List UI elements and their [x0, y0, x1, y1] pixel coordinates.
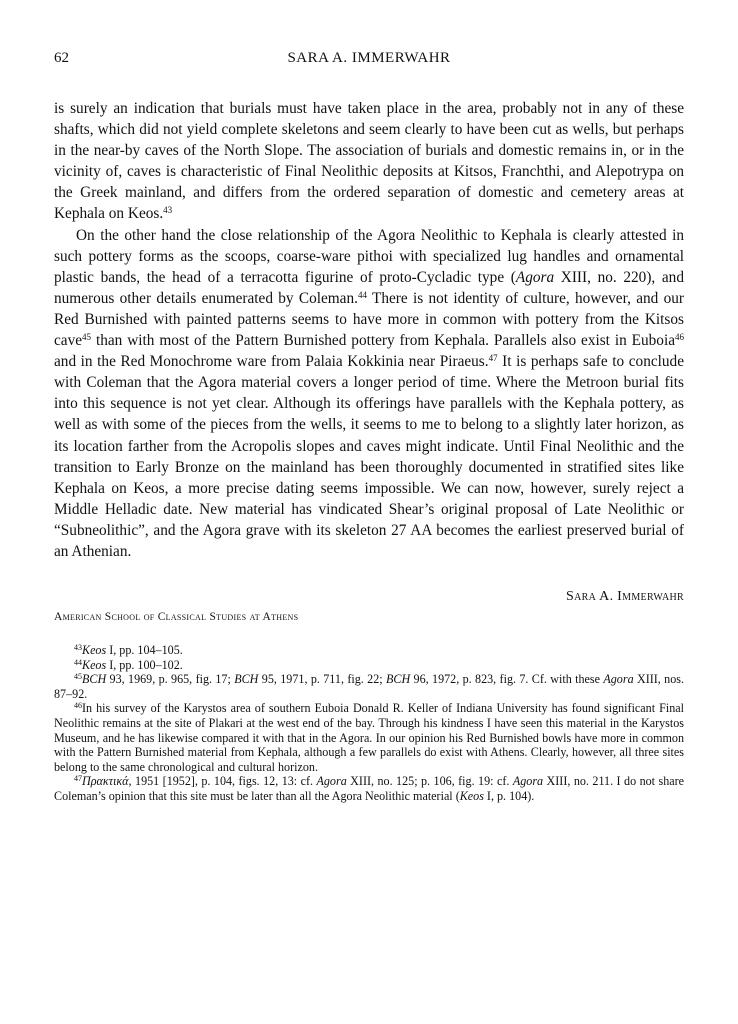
page-header: [54, 50, 684, 74]
paragraph-2-text-c: There is not identity of culture, however, and our Red Burnished with painted patterns seems to have more in common with pottery from the Kitsos cave: [54, 289, 684, 350]
footnote-italic: Agora: [603, 672, 634, 687]
footnote-number: 46: [74, 701, 82, 711]
author-affiliation: American School of Classical Studies at Athens: [54, 611, 299, 624]
footnote-italic: BCH: [234, 672, 259, 687]
footnote-number: 47: [74, 774, 82, 784]
footnote-text: I, pp. 100–102.: [106, 657, 183, 672]
paragraph-2-text-d: than with most of the Pattern Burnished pottery from Kephala. Parallels also exist in Euboia: [91, 332, 675, 350]
paragraph-2-text-f: It is perhaps safe to conclude with Coleman that the Agora material covers a longer period of time. Where the Metroon burial fits into this sequence is not yet clear. Although its offerings have parallels with the Kephala pottery, as well as with some of the pieces from the wells, it seems to me to belong to a slightly later horizon, as its location farther from the Acropolis slopes and caves might indicate. Until Final Neolithic and the transition to Early Bronze on the mainland has been thoroughly documented in stratified sites like Kephala on Keos, a more precise dating seems impossible. We can now, however, surely reject a Middle Helladic date. New material has vindicated Shear’s original proposal of Late Neolithic or “Subneolithic”, and the Agora grave with its skeleton 27 AA becomes the earliest preserved burial of an Athenian.: [54, 353, 684, 560]
footnotes: [54, 643, 684, 804]
footnote-number: 45: [74, 672, 82, 682]
footnote-number: 43: [74, 643, 82, 653]
footnote-45: [54, 672, 684, 701]
footnote-text: XIII, nos. 87–92.: [54, 672, 684, 701]
running-head: SARA A. IMMERWAHR: [287, 50, 451, 66]
footnote-italic: Keos: [459, 789, 484, 803]
footnote-italic: Agora: [316, 774, 347, 789]
footnote-text: 96, 1972, p. 823, fig. 7. Cf. with these: [410, 672, 604, 687]
footnote-ref-47[interactable]: 47: [488, 353, 498, 364]
footnote-text: , 1951 [1952], p. 104, figs. 12, 13: cf.: [128, 774, 317, 789]
page: [54, 50, 684, 804]
paragraph-2: [54, 225, 684, 563]
footnote-46: [54, 701, 684, 774]
page-number: 62: [54, 50, 69, 66]
footnote-43: [54, 643, 684, 658]
paragraph-1: [54, 98, 684, 225]
paragraph-1-text: is surely an indication that burials must have taken place in the area, probably not in any of these shafts, which did not yield complete skeletons and seem clearly to have been cut as wells, but perhaps in the near-by caves of the North Slope. The association of burials and domestic remains in, or in the vicinity of, caves is characteristic of Final Neolithic deposits at Kitsos, Franchthi, and Alepotrypa on the Greek mainland, and differs from the ordered separation of domestic and cemetery areas at Kephala on Keos.: [54, 100, 684, 223]
paragraph-2-text-e: and in the Red Monochrome ware from Palaia Kokkinia near Piraeus.: [54, 353, 489, 371]
footnote-ref-46[interactable]: 46: [675, 332, 684, 343]
footnote-text: 95, 1971, p. 711, fig. 22;: [258, 672, 386, 687]
footnote-italic: Πρακτικά: [82, 774, 129, 789]
footnote-italic: BCH: [385, 672, 411, 687]
footnote-italic: Keos: [82, 657, 107, 672]
footnote-ref-43[interactable]: 43: [163, 205, 173, 216]
footnote-47: [54, 774, 684, 803]
footnote-italic: Keos: [82, 643, 107, 658]
paragraph-2-italic-agora: Agora: [515, 268, 555, 286]
footnote-text: 93, 1969, p. 965, fig. 17;: [106, 672, 235, 687]
footnote-italic: BCH: [82, 672, 107, 687]
paragraph-2-text-a: On the other hand the close relationship of the Agora Neolithic to Kephala is clearly attested in such pottery forms as the scoops, coarse-ware pithoi with specialized lug handles and ornamental plastic bands, the head of a terracotta figurine of proto-Cycladic type (: [54, 226, 684, 286]
article-body: [54, 98, 684, 562]
footnote-italic: Agora: [512, 774, 544, 789]
footnote-number: 44: [74, 657, 82, 667]
paragraph-2-text-b: XIII, no. 220), and numerous other details enumerated by Coleman.: [54, 268, 684, 307]
footnote-ref-44[interactable]: 44: [357, 289, 367, 300]
author-signature: Sara A. Immerwahr: [566, 589, 684, 605]
footnote-text: In his survey of the Karystos area of southern Euboia Donald R. Keller of Indiana University has found significant Final Neolithic remains at the site of Plakari at the west end of the bay. Through his kindness I have seen this material in the Karystos Museum, and he has likewise compared it with that in the Agora. In our opinion his Red Burnished bowls have more in common with the Pattern Burnished material from Kephala, although a few parallels do exist with Athens. Clearly, however, all three sites belong to the same chronological and cultural horizon.: [54, 701, 684, 774]
footnote-text: I, p. 104).: [483, 789, 535, 803]
footnote-text: XIII, no. 125; p. 106, fig. 19: cf.: [346, 774, 513, 789]
footnote-ref-45[interactable]: 45: [82, 332, 92, 343]
footnote-text: I, pp. 104–105.: [106, 643, 183, 658]
footnote-44: [54, 658, 684, 673]
footnote-text: XIII, no. 211. I do not share Coleman’s opinion that this site must be later than all the Agora Neolithic material (: [54, 774, 685, 803]
